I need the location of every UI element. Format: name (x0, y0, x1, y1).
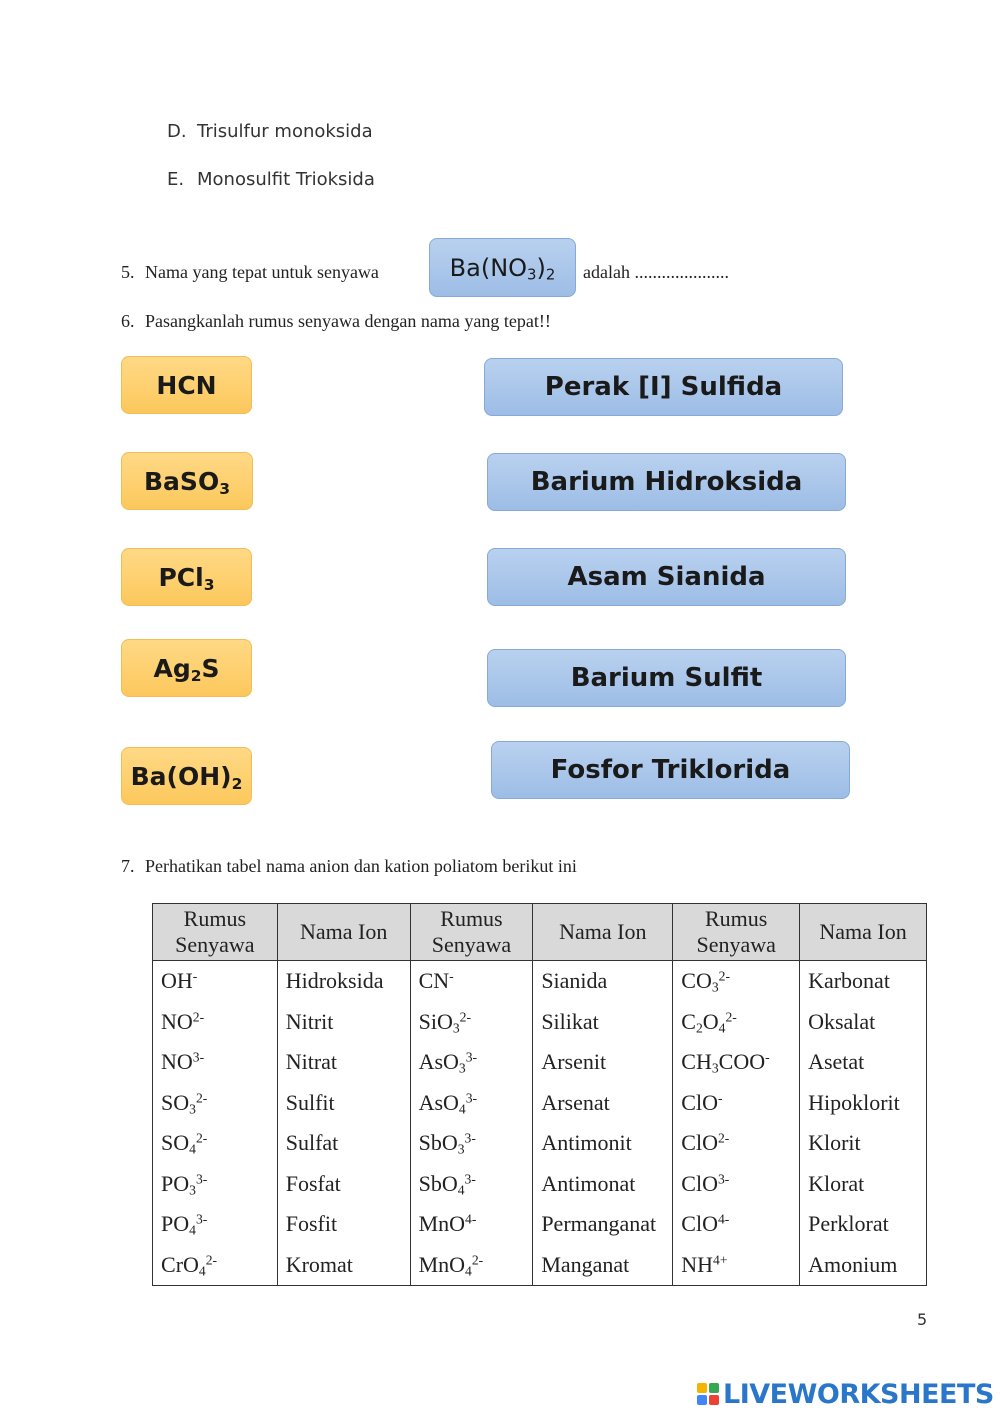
ion-table-header-row (153, 904, 927, 961)
option-e-letter: E. (167, 169, 185, 190)
ion-name-cell: Hidroksida (277, 961, 410, 1002)
table-row (153, 961, 927, 1002)
ion-name-cell: Perklorat (800, 1204, 927, 1245)
name-chip-perak-sulfida[interactable] (484, 358, 843, 416)
ion-formula-cell: $NO^{3-}$ (153, 1042, 278, 1083)
option-d-text: Trisulfur monoksida (197, 121, 373, 142)
ion-table-header-name: Nama Ion (533, 904, 673, 961)
question-5-formula-text: $Ba(NO_3)_2$ (449, 253, 556, 284)
ion-name-cell: Kromat (277, 1245, 410, 1286)
table-row (153, 1042, 927, 1083)
table-row (153, 1204, 927, 1245)
formula-chip-baso3[interactable] (121, 452, 253, 510)
ion-formula-cell: ClO$^{4-}$ (673, 1204, 800, 1245)
page-number: 5 (917, 1310, 928, 1329)
logo-text: LIVEWORKSHEETS (723, 1378, 994, 1410)
ion-formula-cell: AsO$_4^{3-}$ (410, 1083, 533, 1124)
formula-chip-baoh2[interactable] (121, 747, 252, 805)
ion-table-header-name: Nama Ion (277, 904, 410, 961)
name-chip-barium-hidroksida[interactable] (487, 453, 846, 511)
ion-formula-cell: AsO$_3^{3-}$ (410, 1042, 533, 1083)
liveworksheets-logo (697, 1376, 994, 1412)
question-5 (121, 262, 379, 283)
question-7-number: 7. (121, 856, 135, 876)
name-chip-barium-hidroksida-text: Barium Hidroksida (530, 467, 803, 497)
question-5-answer-text: adalah ..................... (583, 262, 729, 282)
ion-formula-cell: $C_2O_4^{2-}$ (673, 1002, 800, 1043)
formula-chip-ag2s[interactable] (121, 639, 252, 697)
ion-table-header-formula: Rumus Senyawa (410, 904, 533, 961)
option-d (167, 121, 373, 142)
ion-name-cell: Antimonat (533, 1164, 673, 1205)
question-5-text: Nama yang tepat untuk senyawa (145, 262, 379, 282)
ion-formula-cell: MnO$_4^{2-}$ (410, 1245, 533, 1286)
formula-chip-baoh2-text: $Ba(OH)_2$ (130, 761, 243, 793)
ion-name-cell: Sulfat (277, 1123, 410, 1164)
ion-name-cell: Klorat (800, 1164, 927, 1205)
name-chip-perak-sulfida-text: Perak [I] Sulfida (544, 372, 783, 402)
formula-chip-pcl3[interactable] (121, 548, 252, 606)
ion-name-cell: Silikat (533, 1002, 673, 1043)
question-5-answer-blank (583, 262, 729, 283)
ion-table-header-name: Nama Ion (800, 904, 927, 961)
ion-formula-cell: SbO$_3^{3-}$ (410, 1123, 533, 1164)
ion-name-cell: Nitrat (277, 1042, 410, 1083)
ion-name-cell: Amonium (800, 1245, 927, 1286)
ion-formula-cell: OH- (153, 961, 278, 1002)
question-7 (121, 856, 577, 877)
question-5-number: 5. (121, 262, 135, 282)
table-row (153, 1123, 927, 1164)
ion-table-body (153, 961, 927, 1286)
ion-formula-cell: ClO$^{3-}$ (673, 1164, 800, 1205)
ion-formula-cell: $NH^{4+}$ (673, 1245, 800, 1286)
ion-name-cell: Sianida (533, 961, 673, 1002)
name-chip-asam-sianida-text: Asam Sianida (567, 562, 766, 592)
name-chip-barium-sulfit[interactable] (487, 649, 846, 707)
name-chip-fosfor-triklorida[interactable] (491, 741, 850, 799)
name-chip-fosfor-triklorida-text: Fosfor Triklorida (550, 755, 791, 785)
ion-name-cell: Fosfat (277, 1164, 410, 1205)
ion-name-cell: Nitrit (277, 1002, 410, 1043)
ion-formula-cell: ClO$^{2-}$ (673, 1123, 800, 1164)
table-row (153, 1245, 927, 1286)
ion-formula-cell: $CO_3^{2-}$ (673, 961, 800, 1002)
ion-formula-cell: $PO_4^{3-}$ (153, 1204, 278, 1245)
ion-name-cell: Manganat (533, 1245, 673, 1286)
question-6-text: Pasangkanlah rumus senyawa dengan nama yang tepat!! (145, 311, 551, 331)
ion-formula-cell: CrO$_4^{2-}$ (153, 1245, 278, 1286)
ion-name-cell: Oksalat (800, 1002, 927, 1043)
ion-table (152, 903, 927, 1286)
ion-formula-cell: MnO$^{4-}$ (410, 1204, 533, 1245)
ion-name-cell: Sulfit (277, 1083, 410, 1124)
ion-formula-cell: SbO$_4^{3-}$ (410, 1164, 533, 1205)
ion-name-cell: Karbonat (800, 961, 927, 1002)
question-7-text: Perhatikan tabel nama anion dan kation poliatom berikut ini (145, 856, 577, 876)
option-e (167, 169, 375, 190)
ion-name-cell: Permanganat (533, 1204, 673, 1245)
option-d-letter: D. (167, 121, 187, 142)
table-row (153, 1164, 927, 1205)
table-row (153, 1083, 927, 1124)
name-chip-asam-sianida[interactable] (487, 548, 846, 606)
logo-mark-icon (697, 1383, 719, 1405)
ion-table-header-formula: Rumus Senyawa (153, 904, 278, 961)
formula-chip-ag2s-text: $Ag_2S$ (153, 653, 220, 685)
ion-name-cell: Hipoklorit (800, 1083, 927, 1124)
option-e-text: Monosulfit Trioksida (197, 169, 375, 190)
ion-formula-cell: CN- (410, 961, 533, 1002)
ion-table-header-formula: Rumus Senyawa (673, 904, 800, 961)
ion-name-cell: Arsenit (533, 1042, 673, 1083)
ion-name-cell: Arsenat (533, 1083, 673, 1124)
ion-formula-cell: ClO- (673, 1083, 800, 1124)
ion-formula-cell: $CH_3COO^-$ (673, 1042, 800, 1083)
ion-name-cell: Fosfit (277, 1204, 410, 1245)
ion-formula-cell: SiO$_3^{2-}$ (410, 1002, 533, 1043)
formula-chip-hcn-text: HCN (156, 370, 217, 400)
ion-formula-cell: $SO_4^{2-}$ (153, 1123, 278, 1164)
ion-name-cell: Antimonit (533, 1123, 673, 1164)
question-6-number: 6. (121, 311, 135, 331)
ion-name-cell: Asetat (800, 1042, 927, 1083)
ion-formula-cell: $NO^{2-}$ (153, 1002, 278, 1043)
ion-name-cell: Klorit (800, 1123, 927, 1164)
question-6 (121, 311, 551, 332)
table-row (153, 1002, 927, 1043)
formula-chip-baso3-text: BaSO$_3$ (143, 466, 230, 498)
ion-formula-cell: $SO_3^{2-}$ (153, 1083, 278, 1124)
ion-formula-cell: $PO_3^{3-}$ (153, 1164, 278, 1205)
question-5-formula (429, 238, 576, 297)
name-chip-barium-sulfit-text: Barium Sulfit (570, 663, 763, 693)
formula-chip-hcn[interactable] (121, 356, 252, 414)
formula-chip-pcl3-text: PCl$_3$ (158, 562, 215, 594)
